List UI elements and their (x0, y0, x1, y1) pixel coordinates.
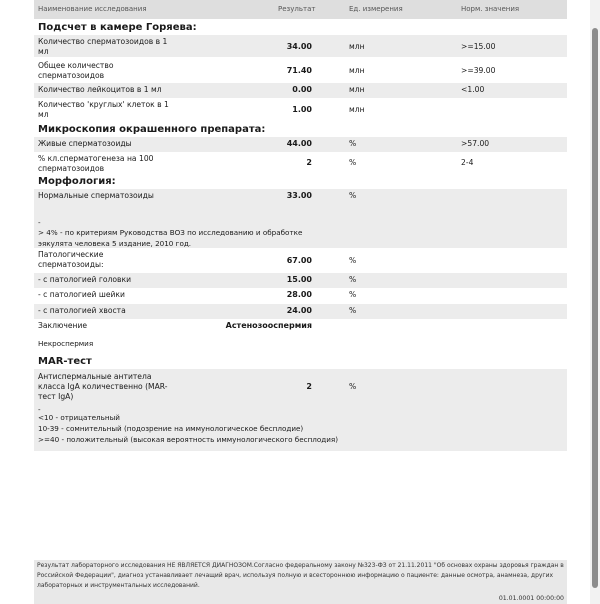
necrospermia-note: Некроспермия (38, 339, 94, 348)
table-row: Количество 'круглых' клеток в 1 мл 1.00 млн (38, 100, 365, 119)
header-norm: Норм. значения (461, 5, 520, 13)
who-note: - > 4% - по критериям Руководства ВОЗ по исследованию и обработке эякулята человека 5 издание, 2010 год. (34, 204, 567, 248)
mar-note: - <10 - отрицательный 10-39 - сомнительный (подозрение на иммунологическое бесплодие) >=40 - положительный (высокая вероятность иммунологического бесплодия) (34, 407, 567, 451)
scrollbar-thumb[interactable] (592, 28, 598, 588)
table-row: Общее количество сперматозоидов 71.40 млн >=39.00 (38, 61, 496, 80)
table-row: Патологические сперматозоиды: 67.00 % (38, 250, 357, 269)
table-row: Количество лейкоцитов в 1 мл 0.00 млн <1.00 (34, 83, 567, 98)
section-goryaev: Подсчет в камере Горяева: (38, 22, 197, 33)
lab-report (34, 0, 567, 451)
conclusion-row: Заключение Астенозооспермия (38, 321, 312, 330)
table-row: % кл.сперматогенеза на 100 сперматозоидов 2 % 2-4 (38, 154, 474, 173)
table-row: Количество сперматозоидов в 1 мл 34.00 млн >=15.00 (34, 35, 567, 57)
table-row: - с патологией хвоста 24.00 % (34, 304, 567, 319)
header-unit: Ед. измерения (349, 5, 403, 13)
header-name: Наименование исследования (38, 5, 147, 13)
table-row: - с патологией головки 15.00 % (34, 273, 567, 288)
table-row: Живые сперматозоиды 44.00 % >57.00 (34, 137, 567, 152)
table-row: - с патологией шейки 28.00 % (38, 290, 357, 299)
disclaimer-footer (34, 560, 567, 604)
section-mar-test: MAR-тест (38, 356, 92, 367)
header-result: Результат (278, 5, 316, 13)
report-datetime: 01.01.0001 00:00:00 (498, 595, 564, 602)
section-morphology: Морфология: (38, 176, 116, 187)
table-row: Антиспермальные антитела класса IgA количественно (MAR-тест IgA) 2 % (34, 369, 567, 407)
section-microscopy: Микроскопия окрашенного препарата: (38, 124, 266, 135)
disclaimer-text: Результат лабораторного исследования НЕ ЯВЛЯЕТСЯ ДИАГНОЗОМ.Согласно федеральному закону №323-ФЗ от 21.11.2011 "Об основах охраны здоровья граждан в Российской Федерации", диагноз устанавливает лечащий врач, используя полную и всестороннюю информацию о пациенте: данные осмотра, анамнеза, других лабораторных и инструментальных исследований. (37, 562, 564, 589)
table-row: Нормальные сперматозоиды 33.00 % (34, 189, 567, 204)
table-header (34, 0, 567, 19)
